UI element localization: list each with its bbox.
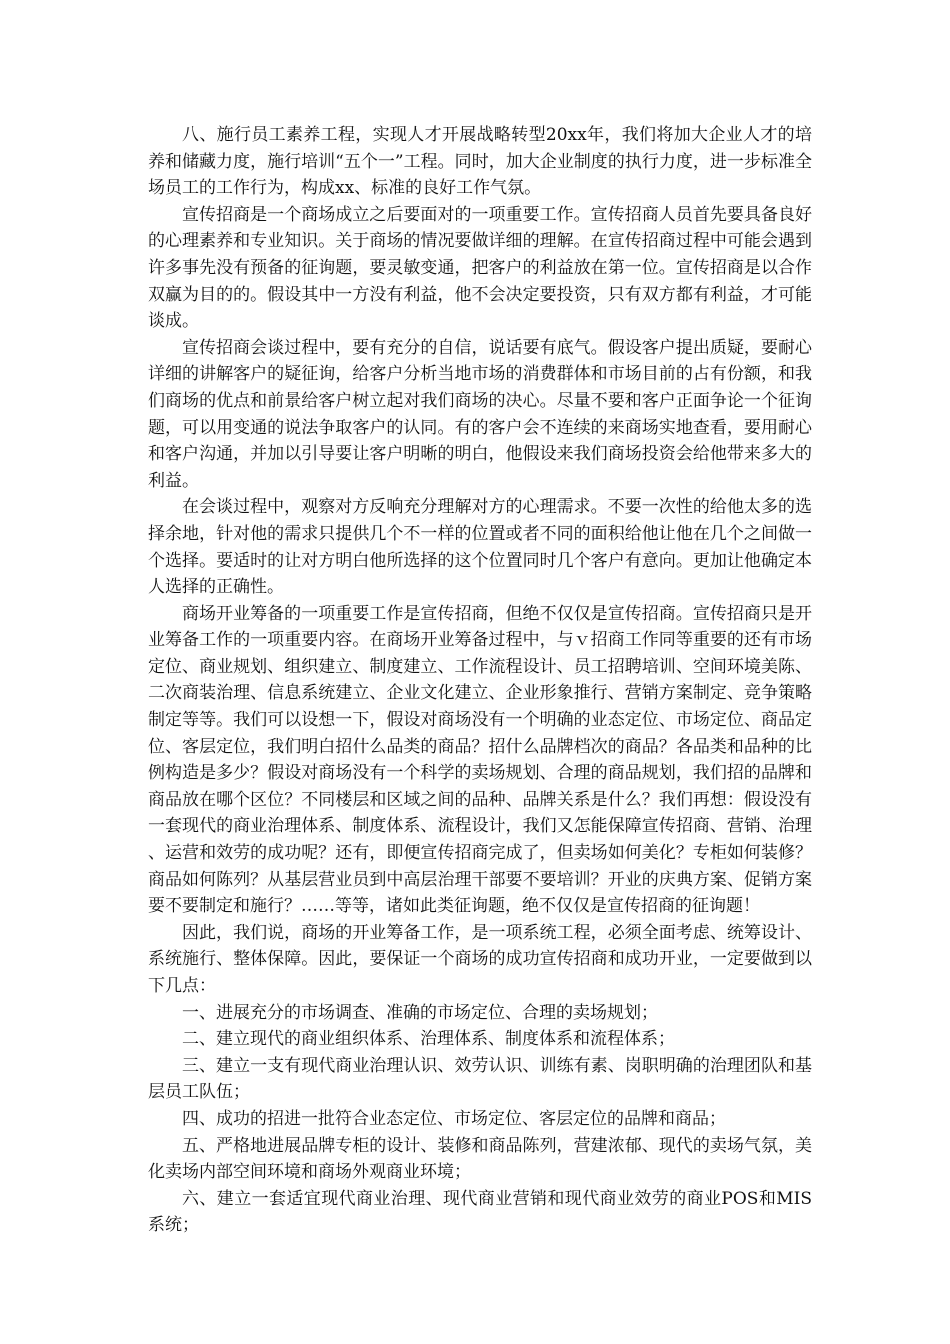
paragraph-negotiation-choices: 在会谈过程中，观察对方反响充分理解对方的心理需求。不要一次性的给他太多的选择余地，针对他的需求只提供几个不一样的位置或者不同的面积给他让他在几个之间做一个选择。要适时的让对方明白他所选择的这个位置同时几个客户有意向。更加让他确定本人选择的正确性。: [148, 497, 812, 598]
paragraph-promotion-intro: 宣传招商是一个商场成立之后要面对的一项重要工作。宣传招商人员首先要具备良好的心理素养和专业知识。关于商场的情况要做详细的理解。在宣传招商过程中可能会遇到许多事先没有预备的征询题，要灵敏变通，把客户的利益放在第一位。宣传招商是以合作双赢为目的的。假设其中一方没有利益，他不会决定要投资，只有双方都有利益，才可能谈成。: [148, 204, 812, 332]
paragraph-opening-preparation: 商场开业筹备的一项重要工作是宣传招商，但绝不仅仅是宣传招商。宣传招商只是开业筹备工作的一项重要内容。在商场开业筹备过程中，与ｖ招商工作同等重要的还有市场定位、商业规划、组织建立、制度建立、工作流程设计、员工招聘培训、空间环境美陈、二次商装治理、信息系统建立、企业文化建立、企业形象推行、营销方案制定、竞争策略制定等等。我们可以设想一下，假设对商场没有一个明确的业态定位、市场定位、商品定位、客层定位，我们明白招什么品类的商品？招什么品牌档次的商品？各品类和品种的比例构造是多少？假设对商场没有一个科学的卖场规划、合理的商品规划，我们招的品牌和商品放在哪个区位？不同楼层和区域之间的品种、品牌关系是什么？我们再想：假设没有一套现代的商业治理体系、制度体系、流程设计，我们又怎能保障宣传招商、营销、治理 、运营和效劳的成功呢？还有，即便宣传招商完成了，但卖场如何美化？专柜如何装修？商品如何陈列？从基层营业员到中高层治理干部要不要培训？开业的庆典方案、促销方案要不要制定和施行？……等等，诸如此类征询题，绝不仅仅是宣传招商的征询题！: [148, 603, 812, 917]
list-item-brand-recruitment: 四、成功的招进一批符合业态定位、市场定位、客层定位的品牌和商品；: [182, 1108, 726, 1129]
list-item-management-team: 三、建立一支有现代商业治理认识、效劳认识、训练有素、岗职明确的治理团队和基层员工队伍；: [148, 1055, 812, 1103]
list-item-market-research: 一、进展充分的市场调查、准确的市场定位、合理的卖场规划；: [182, 1002, 658, 1023]
list-item-counter-design: 五、严格地进展品牌专柜的设计、装修和商品陈列，营建浓郁、现代的卖场气氛，美化卖场内部空间环境和商场外观商业环境；: [148, 1135, 812, 1183]
list-item-organization-system: 二、建立现代的商业组织体系、治理体系、制度体系和流程体系；: [182, 1029, 675, 1050]
list-item-pos-mis-system: 六、建立一套适宜现代商业治理、现代商业营销和现代商业效劳的商业POS和MIS系统；: [148, 1188, 812, 1236]
document-body: [148, 122, 812, 1239]
paragraph-talent-engineering: 八、施行员工素养工程，实现人才开展战略转型20xx年，我们将加大企业人才的培养和储藏力度，施行培训“五个一”工程。同时，加大企业制度的执行力度，进一步标准全场员工的工作行为，构成xx、标准的良好工作气氛。: [148, 125, 812, 199]
paragraph-system-engineering: 因此，我们说，商场的开业筹备工作，是一项系统工程，必须全面考虑、统筹设计、系统施行、整体保障。因此，要保证一个商场的成功宣传招商和成功开业，一定要做到以下几点：: [148, 922, 812, 996]
paragraph-negotiation-confidence: 宣传招商会谈过程中，要有充分的自信，说话要有底气。假设客户提出质疑，要耐心详细的讲解客户的疑征询，给客户分析当地市场的消费群体和市场目前的占有份额，和我们商场的优点和前景给客户树立起对我们商场的决心。尽量不要和客户正面争论一个征询题，可以用变通的说法争取客户的认同。有的客户会不连续的来商场实地查看，要用耐心和客户沟通，并加以引导要让客户明晰的明白，他假设来我们商场投资会给他带来多大的利益。: [148, 337, 812, 491]
